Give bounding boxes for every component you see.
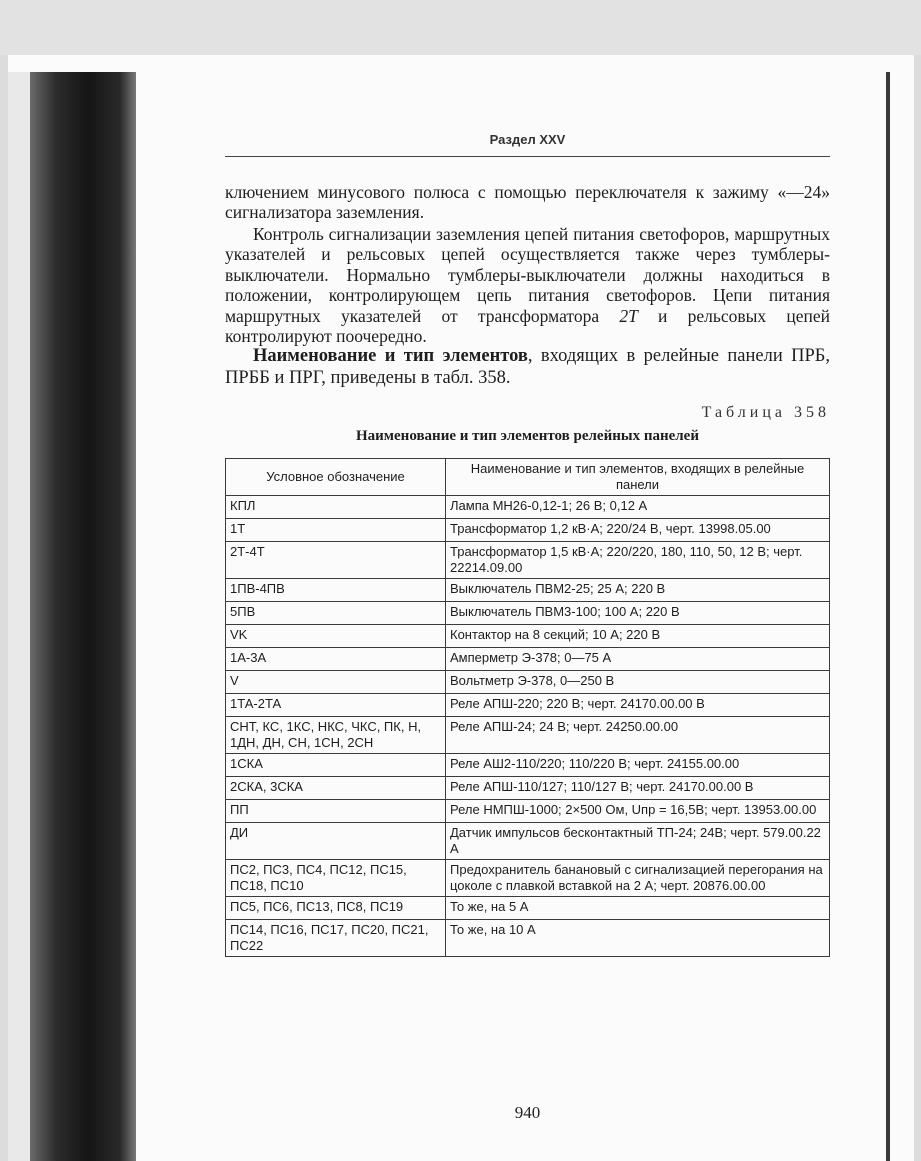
table-row [226,648,830,671]
page-number: 940 [514,1103,541,1122]
table-row [226,800,830,823]
cell-designation: 1СКА [226,754,446,777]
table-row [226,897,830,920]
cell-name-type: Предохранитель банановый с сигнализацией перегорания на цоколе с плавкой вставкой на 2 А; черт. 20876.00.00 [446,860,830,897]
table-row [226,671,830,694]
table-label: Таблица 358 [701,404,830,421]
table-row [226,920,830,957]
scan-top-margin [0,0,921,55]
cell-name-type: Реле АПШ-220; 220 В; черт. 24170.00.00 В [446,694,830,717]
table-row [226,519,830,542]
paragraph-2 [225,224,830,346]
cell-designation: 1ПВ-4ПВ [226,579,446,602]
cell-designation: 2СКА, 3СКА [226,777,446,800]
cell-designation: СНТ, КС, 1КС, НКС, ЧКС, ПК, Н, 1ДН, ДН, СН, 1СН, 2СН [226,717,446,754]
table-row [226,542,830,579]
table-row [226,777,830,800]
cell-designation: ПП [226,800,446,823]
elements-table [225,458,830,957]
header-rule [225,156,830,157]
header-name-type: Наименование и тип элементов, входящих в релейные панели [446,459,830,496]
cell-designation: ПС5, ПС6, ПС13, ПС8, ПС19 [226,897,446,920]
cell-name-type: Реле НМПШ-1000; 2×500 Ом, Uпр = 16,5В; черт. 13953.00.00 [446,800,830,823]
cell-designation: 2Т-4Т [226,542,446,579]
cell-name-type: Контактор на 8 секций; 10 А; 220 В [446,625,830,648]
cell-designation: 1ТА-2ТА [226,694,446,717]
cell-name-type: Выключатель ПВМ2-25; 25 А; 220 В [446,579,830,602]
cell-name-type: Вольтметр Э-378, 0—250 В [446,671,830,694]
paragraph-3-text [225,346,830,389]
paragraph-1 [225,182,830,223]
cell-name-type: Реле АШ2-110/220; 110/220 В; черт. 24155.00.00 [446,754,830,777]
cell-designation: ПС2, ПС3, ПС4, ПС12, ПС15, ПС18, ПС10 [226,860,446,897]
table-row [226,602,830,625]
cell-designation: 5ПВ [226,602,446,625]
table-row [226,823,830,860]
cell-designation: VK [226,625,446,648]
running-head: Раздел XXV [489,132,566,147]
cell-designation: КПЛ [226,496,446,519]
cell-designation: ПС14, ПС16, ПС17, ПС20, ПС21, ПС22 [226,920,446,957]
paragraph-2-text [225,224,830,346]
table-row [226,625,830,648]
paragraph-2-part-a: Контроль сигнализации заземления цепей питания светофоров, маршрутных указателей и рельсовых цепей осуществляется также через тумблеры-выключатели. Нормально тумблеры-выключатели должны находиться в положении, контролирующем цепь питания светофоров. Цепи питания маршрутных указателей от трансформатора [225,224,830,326]
paragraph-2-part-b: и рельсовых цепей контролируют поочередно. [225,305,831,347]
cell-designation: 1Т [226,519,446,542]
cell-name-type: Лампа МН26-0,12-1; 26 В; 0,12 А [446,496,830,519]
paragraph-3-bold: Наименование и тип элементов [253,346,528,366]
cell-name-type: Амперметр Э-378; 0—75 А [446,648,830,671]
table-row [226,694,830,717]
table-row [226,496,830,519]
table-row [226,579,830,602]
cell-name-type: Реле АПШ-110/127; 110/127 В; черт. 24170.00.00 В [446,777,830,800]
table-row [226,860,830,897]
cell-name-type: Выключатель ПВМ3-100; 100 А; 220 В [446,602,830,625]
table-body [226,496,830,957]
header-designation: Условное обозначение [226,459,446,496]
table-row [226,754,830,777]
table-header-row [226,459,830,496]
paragraph-3-rest: , входящих в релейные панели ПРБ, ПРББ и ПРГ, приведены в табл. 358. [225,346,830,388]
cell-designation: V [226,671,446,694]
table-title: Наименование и тип элементов релейных панелей [356,428,699,444]
page-right-edge [886,72,890,1161]
paragraph-1-text: ключением минусового полюса с помощью переключателя к зажиму «—24» сигнализатора заземления. [225,182,830,223]
cell-designation: 1А-3А [226,648,446,671]
cell-name-type: Трансформатор 1,2 кВ·А; 220/24 В, черт. 13998.05.00 [446,519,830,542]
cell-name-type: То же, на 10 А [446,920,830,957]
cell-name-type: То же, на 5 А [446,897,830,920]
cell-name-type: Реле АПШ-24; 24 В; черт. 24250.00.00 [446,717,830,754]
paragraph-3 [225,346,830,389]
cell-designation: ДИ [226,823,446,860]
cell-name-type: Датчик импульсов бесконтактный ТП-24; 24В; черт. 579.00.22 А [446,823,830,860]
paragraph-2-italic: 2Т [619,305,638,326]
page-left-margin [8,72,30,1161]
cell-name-type: Трансформатор 1,5 кВ·А; 220/220, 180, 110, 50, 12 В; черт. 22214.09.00 [446,542,830,579]
book-spine-shadow [30,72,136,1161]
table-row [226,717,830,754]
